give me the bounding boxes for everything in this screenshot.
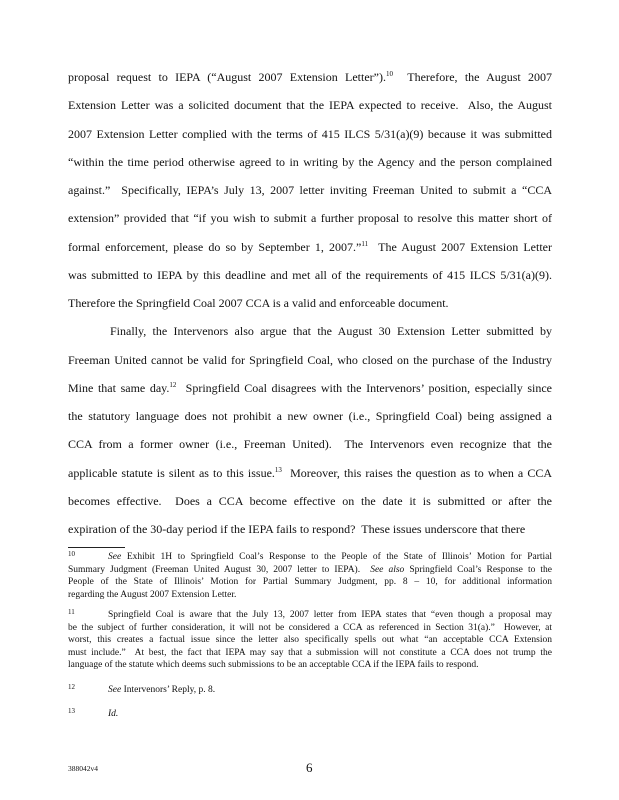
footnote-reference: 10 bbox=[385, 70, 393, 78]
text-run: proposal request to IEPA (“August 2007 Extension Letter”). bbox=[68, 70, 386, 84]
footnote bbox=[68, 551, 553, 601]
text-line bbox=[68, 148, 553, 176]
text-run: Freeman United cannot be valid for Springfield Coal, who closed on the purchase of the Industry bbox=[68, 352, 552, 367]
text-line bbox=[68, 346, 553, 374]
text-line bbox=[68, 684, 553, 697]
text-run: People of the State of Illinois’ Motion for Partial Summary Judgment, pp. 8 – 10, for additional information bbox=[68, 577, 552, 588]
text-line bbox=[68, 63, 553, 91]
text-line bbox=[68, 261, 553, 289]
footnote-separator bbox=[68, 547, 125, 548]
text-line bbox=[68, 120, 553, 148]
text-run: extension” provided that “if you wish to submit a further proposal to resolve this matter short of bbox=[68, 211, 552, 226]
footnote-reference: 13 bbox=[274, 465, 282, 474]
paragraph bbox=[68, 63, 553, 317]
text-run: Mine that same day. bbox=[68, 380, 170, 395]
text-line bbox=[68, 576, 553, 589]
text-line bbox=[68, 402, 553, 430]
text-run: was submitted to IEPA by this deadline and met all of the requirements of 415 ILCS 5/31(a)(9). bbox=[68, 267, 552, 282]
footnote bbox=[68, 684, 553, 697]
text-run: See bbox=[108, 552, 122, 562]
text-line bbox=[68, 659, 553, 672]
text-run: The August 2007 Extension Letter bbox=[368, 239, 552, 254]
text-line bbox=[68, 634, 553, 647]
text-line bbox=[68, 430, 553, 458]
text-line bbox=[68, 622, 553, 635]
text-run: against.” Specifically, IEPA’s July 13, 2007 letter inviting Freeman United to submit a “CCA bbox=[68, 183, 552, 197]
text-run: Therefore, the August 2007 bbox=[392, 70, 552, 84]
text-run: be the subject of further consideration, it will not be considered a CCA as referenced in Section 31(a).” However, at bbox=[68, 622, 552, 633]
body-text bbox=[68, 63, 553, 543]
text-run: See also bbox=[370, 564, 405, 575]
footnote bbox=[68, 609, 553, 672]
text-run: Moreover, this raises the question as to when a CCA bbox=[281, 465, 552, 480]
text-line bbox=[68, 515, 553, 543]
text-run: Springfield Coal’s Response to the bbox=[404, 564, 552, 575]
footnote-number: 10 bbox=[68, 550, 75, 558]
text-line bbox=[68, 176, 553, 204]
text-run: language of the statute which deems such submissions to be an acceptable CCA if the IEPA fails to respond. bbox=[68, 660, 479, 671]
footnote-reference: 11 bbox=[361, 239, 369, 248]
text-run: becomes effective. Does a CCA become effective on the date it is submitted or after the bbox=[68, 493, 552, 508]
text-run: Springfield Coal disagrees with the Intervenors’ position, especially since bbox=[176, 380, 552, 395]
text-run: worst, this creates a factual issue since the letter also specifically spells out what “an acceptable CCA Extension bbox=[68, 635, 552, 646]
text-run: 2007 Extension Letter complied with the terms of 415 ILCS 5/31(a)(9) because it was submitted bbox=[68, 126, 552, 141]
text-line bbox=[68, 551, 553, 564]
text-run: See bbox=[108, 685, 122, 695]
text-line bbox=[68, 708, 553, 721]
paragraph bbox=[68, 317, 553, 543]
text-run: applicable statute is silent as to this issue. bbox=[68, 465, 275, 480]
text-line bbox=[68, 487, 553, 515]
text-line bbox=[68, 564, 553, 577]
footnote-number: 13 bbox=[68, 707, 75, 715]
text-run: Summary Judgment (Freeman United August 30, 2007 letter to IEPA). bbox=[68, 564, 371, 575]
text-run: the statutory language does not prohibit a new owner (i.e., Springfield Coal) being assigned a bbox=[68, 409, 552, 423]
text-run: Intervenors’ Reply, p. 8. bbox=[121, 685, 216, 695]
footnote-number: 12 bbox=[68, 683, 75, 691]
text-run: Finally, the Intervenors also argue that the August 30 Extension Letter submitted by bbox=[110, 324, 552, 339]
footnote bbox=[68, 708, 553, 721]
text-run: Extension Letter was a solicited document that the IEPA expected to receive. Also, the August bbox=[68, 98, 552, 113]
page-number: 6 bbox=[306, 760, 313, 775]
text-run: CCA from a former owner (i.e., Freeman United). The Intervenors even recognize that the bbox=[68, 437, 552, 452]
text-line bbox=[68, 589, 553, 602]
text-run: Springfield Coal is aware that the July 13, 2007 letter from IEPA states that “even though a proposal may bbox=[108, 610, 552, 620]
text-line bbox=[68, 609, 553, 622]
text-run: formal enforcement, please do so by September 1, 2007.” bbox=[68, 239, 362, 254]
text-line bbox=[68, 204, 553, 232]
text-line bbox=[68, 317, 553, 345]
document-id: 388042v4 bbox=[68, 764, 98, 773]
text-line bbox=[68, 647, 553, 660]
text-run: regarding the August 2007 Extension Letter. bbox=[68, 589, 237, 600]
text-run: Id. bbox=[108, 709, 119, 719]
footnote-reference: 12 bbox=[169, 380, 177, 389]
text-run: expiration of the 30-day period if the IEPA fails to respond? These issues underscore that there bbox=[68, 522, 526, 536]
text-line bbox=[68, 233, 553, 261]
text-run: “within the time period otherwise agreed to in writing by the Agency and the person complained bbox=[68, 154, 552, 169]
text-line bbox=[68, 289, 553, 317]
text-run: must include.” At best, the fact that IEPA may say that a submission will not constitute a CCA does not trump the bbox=[68, 647, 552, 658]
footnote-number: 11 bbox=[68, 608, 75, 616]
text-line bbox=[68, 91, 553, 119]
text-line bbox=[68, 374, 553, 402]
text-run: Exhibit 1H to Springfield Coal’s Response to the People of the State of Illinois’ Motion for Partial bbox=[121, 552, 552, 562]
text-line bbox=[68, 459, 553, 487]
text-run: Therefore the Springfield Coal 2007 CCA is a valid and enforceable document. bbox=[68, 296, 449, 310]
